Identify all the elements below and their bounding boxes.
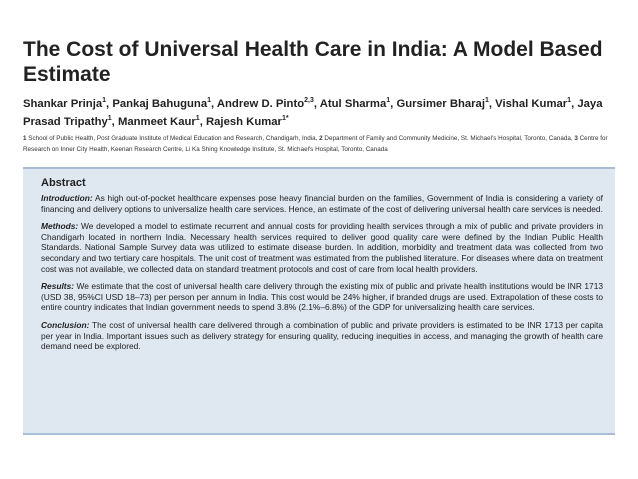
- author: Andrew D. Pinto$^{2,3}$,: [216, 97, 320, 110]
- author: Rajesh Kumar$^{1*}$: [205, 115, 289, 128]
- abstract-box: [23, 167, 615, 435]
- author: Gursimer Bharaj$^1$,: [396, 97, 496, 110]
- abstract-heading: Abstract: [41, 177, 86, 189]
- author: Pankaj Bahuguna$^1$,: [112, 97, 217, 110]
- paper-title: The Cost of Universal Health Care in India: A Model Based Estimate: [23, 38, 603, 86]
- author: Vishal Kumar$^1$,: [495, 97, 575, 110]
- abstract-results: Results: We estimate that the cost of universal health care delivery through the existing mix of public and private health institutions would be INR 1713 (USD 38, 95%CI USD 18–73) per person per annum in India. This cost would be 24% higher, if branded drugs are used. Extrapolation of these costs to entire country indicates that Indian government needs to spend 3.8% (2.1%–6.8%) of the GDP for universalizing health care services.: [41, 281, 604, 313]
- author: Shankar Prinja$^1$,: [23, 97, 113, 110]
- author: Jaya Prasad Tripathy$^1$,: [23, 98, 603, 128]
- abstract-introduction: Introduction: As high out-of-pocket healthcare expenses pose heavy financial burden on the families, Government of India is considering a variety of financing and delivery options to universalize health care services. Hence, an estimate of the cost of delivering universal health care services is needed.: [41, 193, 603, 214]
- abstract-methods: Methods: We developed a model to estimate recurrent and annual costs for providing health services through a mix of public and private providers in Chandigarh located in northern India. Necessary health services required to deliver good quality care were defined by the Indian Public Health Standards. National Sample Survey data was utilized to estimate disease burden. In addition, morbidity and treatment data was collected from two secondary and two tertiary care hospitals. The unit cost of treatment was estimated from the published literature. For diseases where data on treatment cost was not available, we collected data on standard treatment protocols and cost of care from local health providers.: [41, 221, 603, 274]
- author: Atul Sharma$^1$,: [319, 97, 397, 110]
- affiliation: 3 Centre for Research on Inner City Health, Keenan Research Centre, Li Ka Shing Knowledge Institute, St. Michael's Hospital, Toronto, Canada: [23, 135, 608, 153]
- affiliations: [23, 133, 628, 155]
- author-list: [23, 95, 628, 131]
- affiliation: 2 Department of Family and Community Medicine, St. Michael's Hospital, Toronto, Canada,: [319, 135, 573, 142]
- abstract-conclusion: Conclusion: The cost of universal health care delivered through a combination of public and private providers is estimated to be INR 1713 per capita per year in India. Important issues such as delivery strategy for ensuring quality, reducing inequities in access, and managing the growth of health care demand need be explored.: [41, 319, 603, 352]
- author: Manmeet Kaur$^1$,: [117, 115, 206, 128]
- affiliation: 1 School of Public Health, Post Graduate Institute of Medical Education and Research, Chandigarh, India,: [23, 135, 318, 142]
